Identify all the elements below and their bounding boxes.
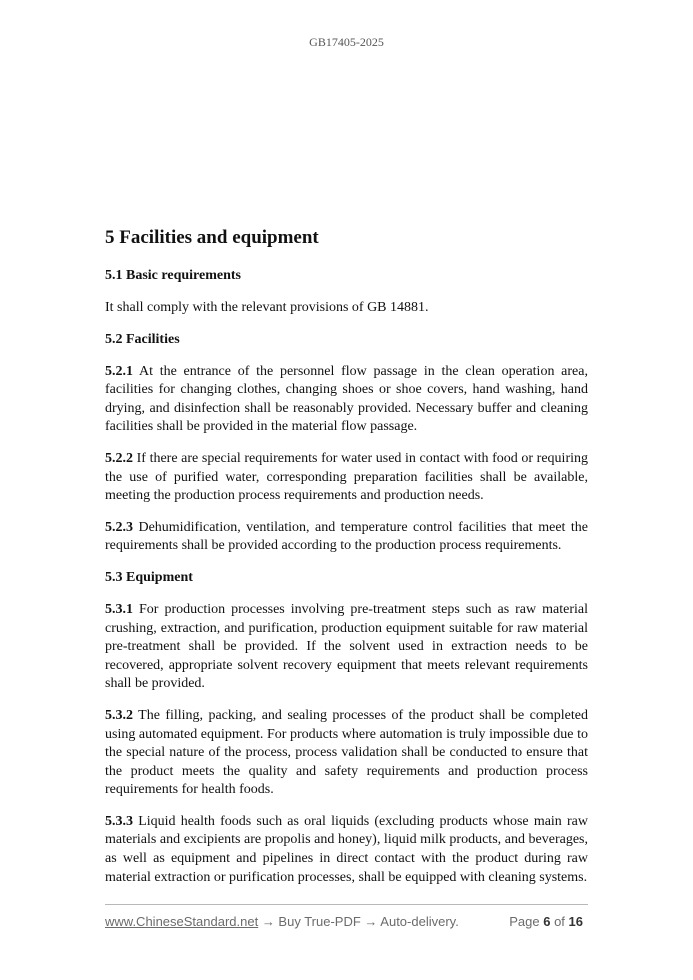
clause-number: 5.3.2 [105,707,133,723]
page-number: 6 [543,914,551,929]
page-content [105,226,588,900]
clause-5-3-2 [105,707,588,800]
page-footer [105,904,588,935]
clause-5-2-1 [105,363,588,437]
clause-5-2-3 [105,519,588,556]
document-code-header: GB17405-2025 [309,35,384,49]
footer-promo [105,914,459,929]
paragraph-5-1: It shall comply with the relevant provisions of GB 14881. [105,300,429,315]
clause-number: 5.3.1 [105,601,133,617]
clause-5-3-3 [105,813,588,887]
page-label: Page [509,914,540,929]
clause-number: 5.3.3 [105,813,133,829]
clause-text: The filling, packing, and sealing processes of the product shall be completed using automated equipment. For products where automation is truly impossible due to the special nature of the process, process validation shall be conducted to ensure that the product meets the quality and safety requirements and production process requirements for health foods. [105,707,588,798]
clause-5-2-2 [105,450,588,506]
clause-text: Dehumidification, ventilation, and temperature control facilities that meet the requirements shall be provided according to the production process requirements. [105,519,588,554]
subsection-heading-5-1: 5.1 Basic requirements [105,268,241,283]
clause-number: 5.2.2 [105,450,133,466]
clause-text: For production processes involving pre-treatment steps such as raw material crushing, extraction, and purification, production equipment suitable for raw material pre-treatment shall be provided. If the solvent used in extraction needs to be recovered, appropriate solvent recovery equipment that meets relevant requirements shall be provided. [105,601,588,692]
clause-text: Liquid health foods such as oral liquids (excluding products whose main raw materials and excipients are propolis and honey), liquid milk products, and beverages, as well as equipment and pipelines in direct contact with the product during raw material extraction or purification processes, shall be equipped with cleaning systems. [105,813,588,885]
subsection-heading-5-3: 5.3 Equipment [105,569,193,585]
clause-text: If there are special requirements for water used in contact with food or requiring the use of purified water, corresponding preparation facilities shall be available, meeting the production process requirements and production needs. [105,450,588,504]
clause-number: 5.2.1 [105,363,133,379]
promo-text: → Buy True-PDF → Auto-delivery. [258,914,459,929]
clause-number: 5.2.3 [105,519,133,535]
site-link[interactable]: www.ChineseStandard.net [105,914,259,929]
subsection-heading-5-2: 5.2 Facilities [105,331,180,347]
clause-5-3-1 [105,601,588,694]
of-label: of [554,914,565,929]
page-indicator [509,914,583,929]
section-title: 5 Facilities and equipment [105,227,319,248]
clause-text: At the entrance of the personnel flow passage in the clean operation area, facilities for changing clothes, changing shoes or shoe covers, hand washing, hand drying, and disinfection shall be reasonably provided. Necessary buffer and cleaning facilities shall be provided in the material flow passage. [105,363,588,435]
total-pages: 16 [568,914,583,929]
